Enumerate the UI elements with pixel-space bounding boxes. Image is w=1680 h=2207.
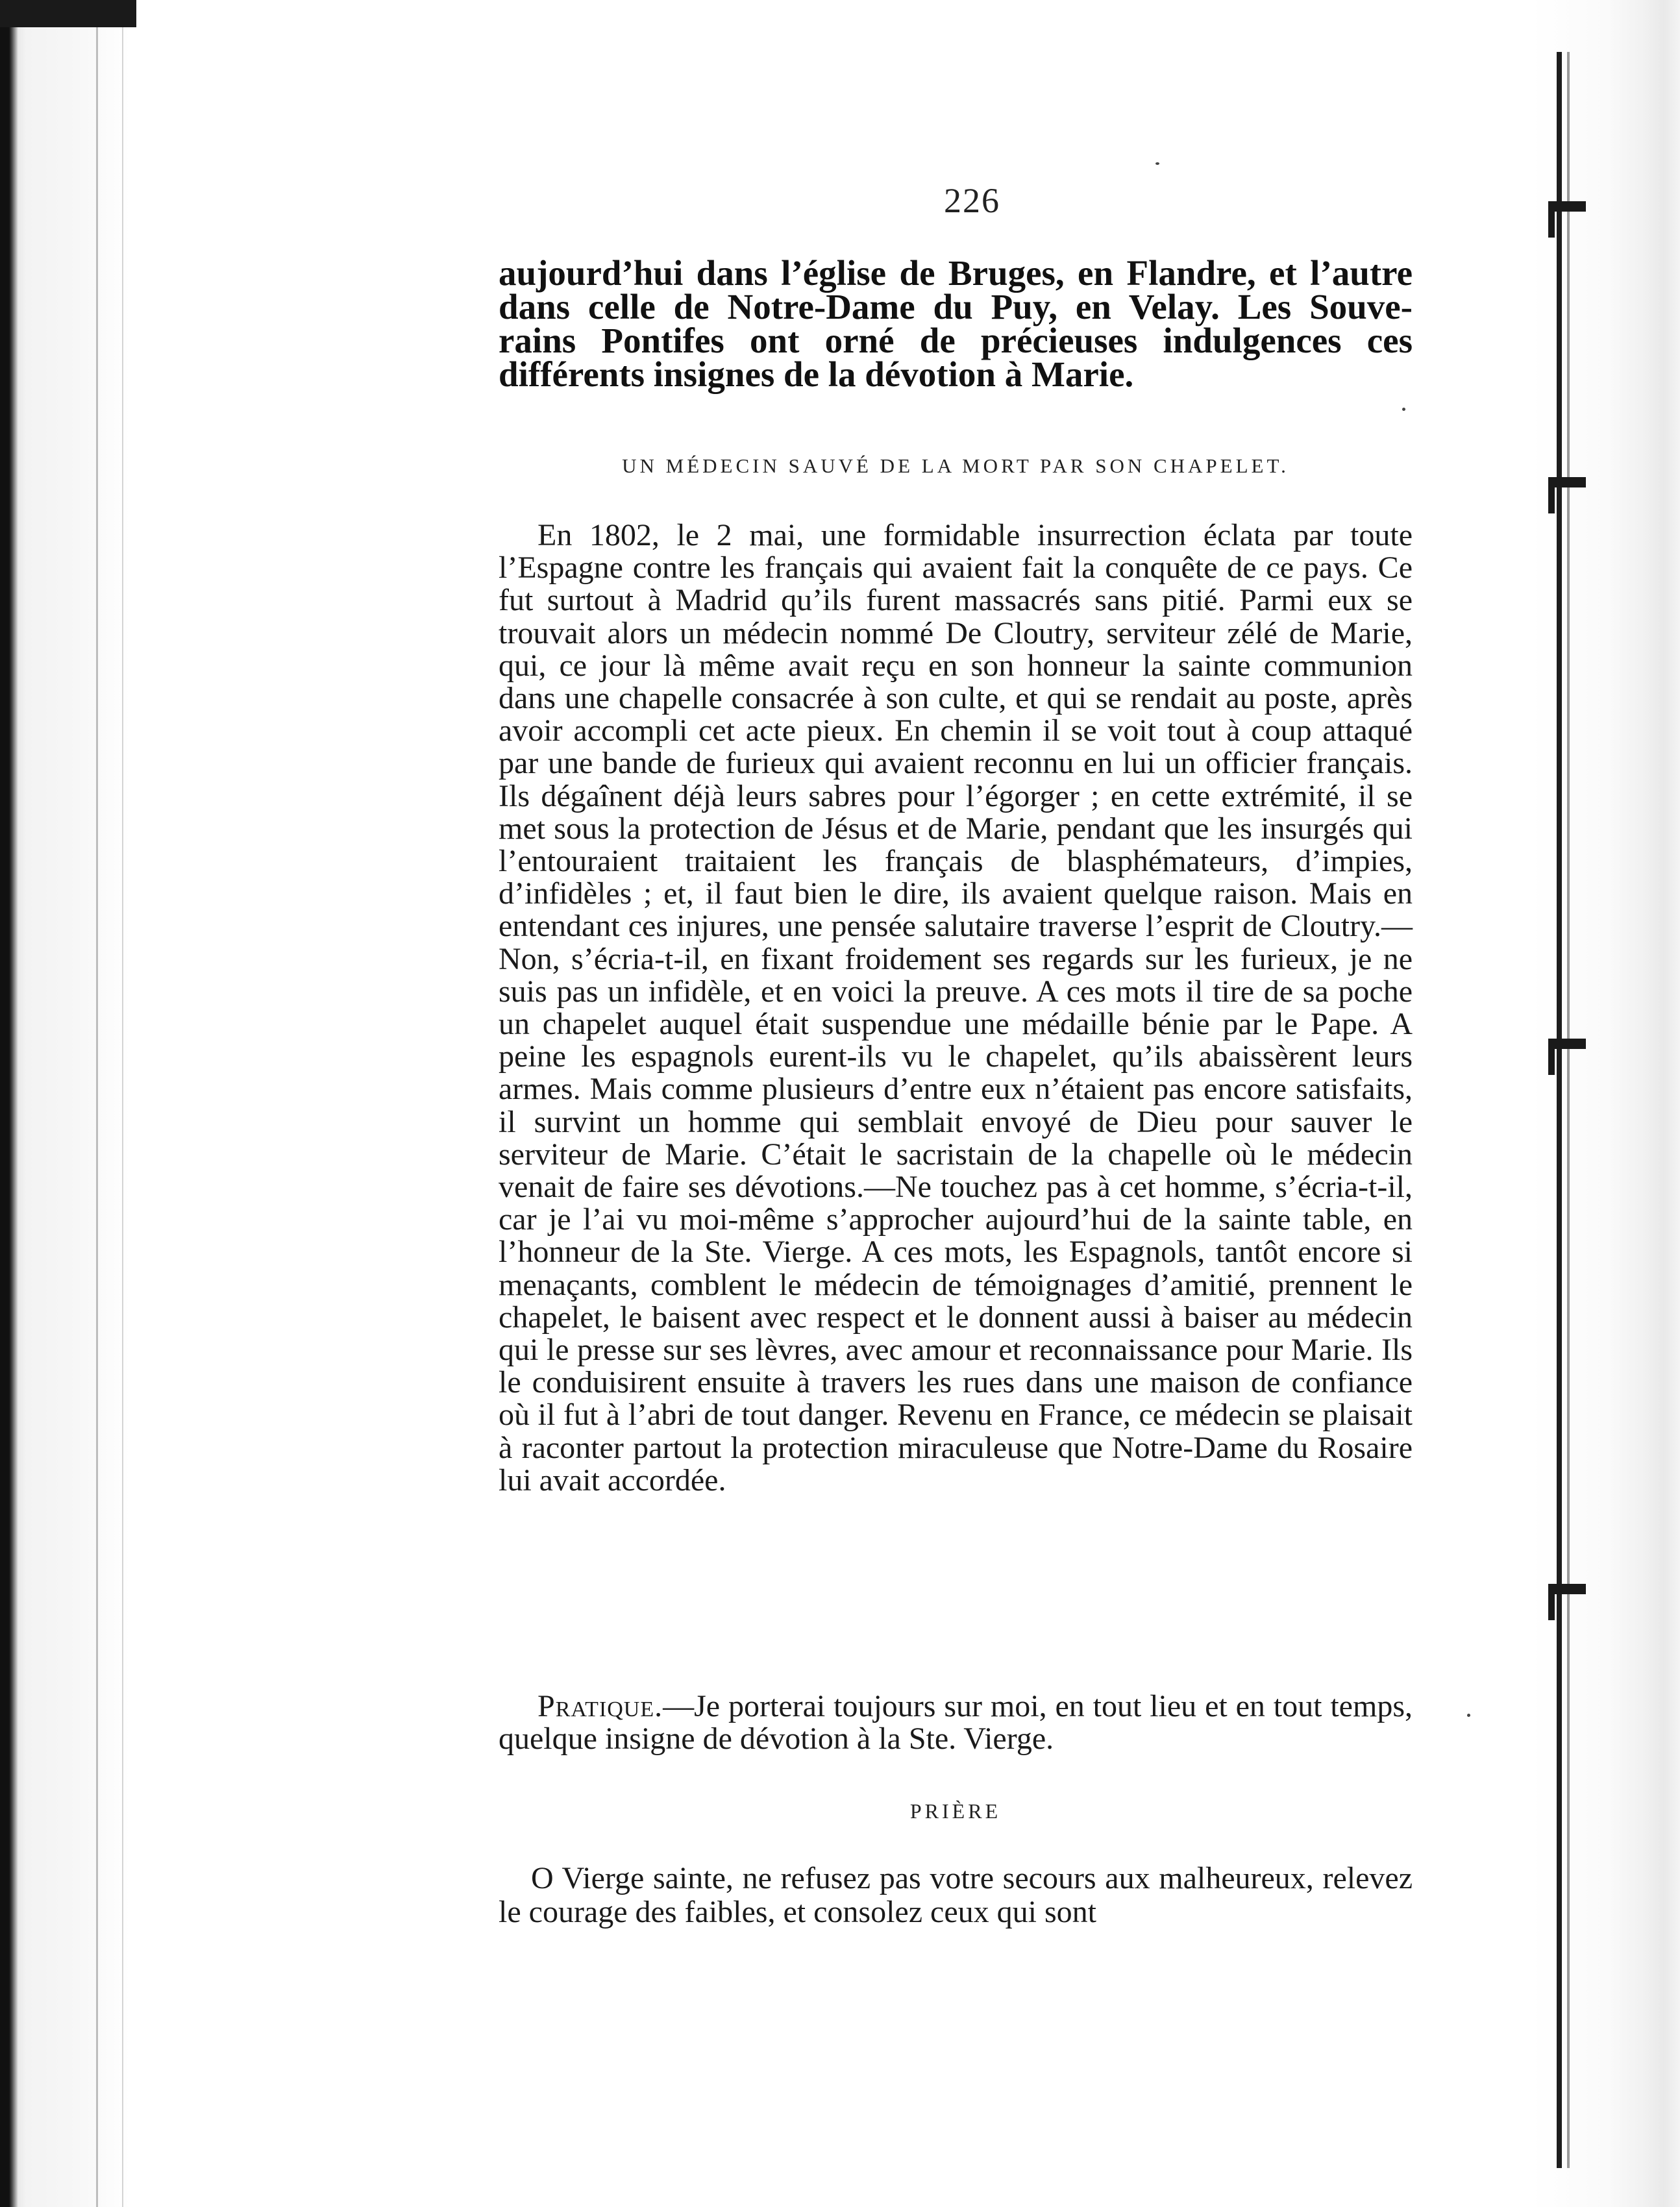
scan-left-margin <box>0 0 130 2207</box>
page-tab-marker <box>1548 1039 1586 1049</box>
scan-speck <box>1155 162 1159 165</box>
pratique-paragraph <box>499 1690 1413 1755</box>
story-paragraph: En 1802, le 2 mai, une formidable insurrection éclata par toute l’Espagne contre les français qui avaient fait la conquête de ce pays. Ce fut surtout à Madrid qu’ils furent massacrés sans pitié. Parmi eux se trouvait alors un médecin nommé De Cloutry, serviteur zélé de Marie, qui, ce jour là même avait reçu en son honneur la sainte communion dans une chapelle consacrée à son culte, et qui se rendait au poste, après avoir accompli cet acte pieux. En chemin il se voit tout à coup attaqué par une bande de furieux qui avaient reconnu en lui un officier français. Ils dégaînent déjà leurs sabres pour l’égorger ; en cette extrémité, il se met sous la protection de Jésus et de Marie, pendant que les insurgés qui l’entouraient traitaient les français de blasphémateurs, d’impies, d’infidèles ; et, il faut bien le dire, ils avaient quelque raison. Mais en entendant ces injures, une pensée salutaire traverse l’esprit de Cloutry.—Non, s’écria-t-il, en fixant froidement ses regards sur les furieux, je ne suis pas un infidèle, et en voici la preuve. A ces mots il tire de sa poche un chapelet auquel était suspendue une médaille bénie par le Pape. A peine les espagnols eurent-ils vu le chapelet, qu’ils abaissèrent leurs armes. Mais comme plusieurs d’entre eux n’étaient pas encore satisfaits, il survint un homme qui semblait envoyé de Dieu pour sauver le serviteur de Marie. C’était le sacristain de la chapelle où le médecin venait de faire ses dévotions.—Ne touchez pas à cet homme, s’écria-t-il, car je l’ai vu moi-même s’approcher aujourd’hui de la sainte table, en l’honneur de la Ste. Vierge. A ces mots, les Espagnols, tantôt encore si menaçants, comblent le médecin de témoignages d’amitié, prennent le chapelet, le baisent avec respect et le donnent aussi à baiser au médecin qui le presse sur ses lèvres, avec amour et reconnaissance pour Marie. Ils le conduisirent ensuite à travers les rues dans une maison de confiance où il fut à l’abri de tout danger. Revenu en France, ce médecin se plaisait à raconter partout la protection miraculeuse que Notre-Dame du Rosaire lui avait accordée. <box>499 518 1413 1498</box>
page-tab-marker <box>1548 1584 1586 1594</box>
page-tab-marker <box>1548 201 1586 212</box>
book-spine-edge <box>1557 52 1562 2168</box>
intro-line: différents insignes de la dévotion à Marie. <box>499 354 1134 394</box>
page-stack-line <box>122 0 123 2207</box>
pratique-text: —Je porterai toujours sur moi, en tout lieu et en tout temps, quelque insigne de dévotion à la Ste. Vierge. <box>499 1689 1413 1756</box>
priere-section <box>499 1862 1413 1929</box>
priere-paragraph: O Vierge sainte, ne refusez pas votre secours aux malheureux, relevez le courage des faibles, et consolez ceux qui sont <box>499 1861 1413 1929</box>
scan-right-margin <box>1531 0 1680 2207</box>
intro-line: dans celle de Notre-Dame du Puy, en Velay. Les Souve- <box>499 287 1413 327</box>
scan-corner-shadow <box>0 0 136 27</box>
section-heading: UN MÉDECIN SAUVÉ DE LA MORT PAR SON CHAPELET. <box>622 454 1289 477</box>
page-stack-line <box>96 0 98 2207</box>
book-spine-shadow <box>1567 52 1570 2168</box>
intro-line: aujourd’hui dans l’église de Bruges, en Flandre, et l’autre <box>499 253 1413 293</box>
story-section <box>499 519 1413 1497</box>
scan-speck <box>1402 408 1405 411</box>
page-tab-marker <box>1548 477 1586 487</box>
scan-speck <box>1467 1714 1470 1717</box>
pratique-section <box>499 1690 1413 1755</box>
intro-line: rains Pontifes ont orné de précieuses indulgences ces <box>499 321 1413 360</box>
pratique-label: Pratique. <box>537 1689 663 1723</box>
page-number: 226 <box>944 181 1000 220</box>
priere-heading: PRIÈRE <box>909 1799 1002 1823</box>
intro-paragraph <box>499 253 1413 394</box>
